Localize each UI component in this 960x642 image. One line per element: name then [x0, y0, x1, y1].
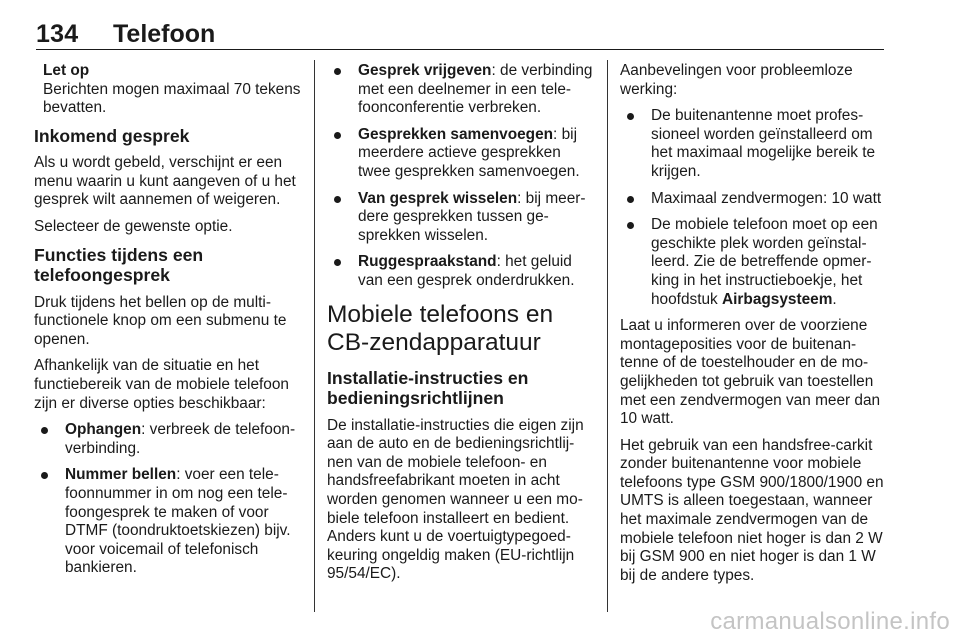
bullet-icon — [334, 68, 341, 75]
list-item — [34, 421, 302, 458]
column-1 — [34, 62, 302, 586]
option-list — [34, 421, 302, 578]
column-2 — [327, 62, 593, 592]
note-box — [34, 62, 302, 118]
option-text: : de verbinding met een deelnemer in een telefoonconferentie verbreken. — [358, 62, 593, 117]
option-list — [327, 62, 593, 291]
column-divider — [607, 60, 608, 612]
option-term: Ophangen — [65, 421, 142, 439]
list-item — [327, 190, 593, 246]
recommendation-list — [620, 107, 886, 309]
bullet-icon — [334, 259, 341, 266]
paragraph: De installatie-instructies die eigen zijn aan de auto en de bedieningsrichtlijnen van de mobiele telefoon- en handsfreefabrikant moeten in acht worden genomen wanneer u een mobiele telefoon installeert en bedient. Anders kunt u de voertuigtypegoedkeuring ongeldig maken (EU-richtlijn 95/54/EC). — [327, 416, 584, 583]
list-item-text: Maximaal zendvermogen: 10 watt — [651, 189, 882, 207]
option-text: : bij meerdere actieve gesprekken twee gesprekken samenvoegen. — [358, 125, 580, 180]
option-text: : het geluid van een gesprek onderdrukken. — [358, 253, 575, 289]
option-text: : voer een telefoonnummer in om nog een telefoongesprek te maken of voor DTMF (toondruktoetskiezen) bijv. voor voicemail of telefonisch bankieren. — [65, 466, 291, 577]
list-item — [327, 253, 593, 290]
option-term: Gesprekken samenvoegen — [358, 125, 554, 143]
list-item — [327, 126, 593, 182]
list-item — [620, 190, 886, 209]
heading-call-functions: Functies tijdens een telefoongesprek — [34, 244, 204, 286]
bullet-icon — [334, 196, 341, 203]
option-term: Gesprek vrijgeven — [358, 62, 492, 79]
option-term: Nummer bellen — [65, 466, 177, 484]
heading-incoming-call: Inkomend gesprek — [34, 125, 190, 146]
list-item-text: De buitenantenne moet professioneel worden geïnstalleerd om het maximaal mogelijke bereik te krijgen. — [651, 107, 876, 180]
column-divider — [314, 60, 315, 612]
option-term: Ruggespraakstand — [358, 253, 497, 271]
heading-installation: Installatie-instructies en bedieningsrichtlijnen — [327, 367, 529, 409]
bullet-icon — [41, 427, 48, 434]
list-item — [34, 466, 302, 578]
list-item-text: . — [832, 290, 837, 308]
paragraph: Druk tijdens het bellen op de multifunctionele knop om een submenu te openen. — [34, 293, 287, 348]
option-text: : verbreek de telefoonverbinding. — [65, 421, 296, 457]
bullet-icon — [627, 113, 634, 120]
bullet-icon — [627, 222, 634, 229]
paragraph: Afhankelijk van de situatie en het functiebereik van de mobiele telefoon zijn er diverse opties beschikbaar: — [34, 357, 289, 412]
note-text: Berichten mogen maximaal 70 tekens bevatten. — [43, 80, 301, 117]
paragraph: Aanbevelingen voor probleemloze werking: — [620, 62, 853, 98]
paragraph: Laat u informeren over de voorziene montageposities voor de buitenantenne of de toestelhouder en de mogelijkheden tot gebruik van toestellen met een zendvermogen van meer dan 10 watt. — [620, 317, 881, 428]
note-title: Let op — [43, 62, 90, 79]
bullet-icon — [627, 196, 634, 203]
watermark: carmanualsonline.info — [710, 608, 950, 635]
paragraph: Selecteer de gewenste optie. — [34, 218, 233, 236]
paragraph: Als u wordt gebeld, verschijnt er een menu waarin u kunt aangeven of u het gesprek wilt aannemen of weigeren. — [34, 154, 296, 209]
list-item — [620, 107, 886, 181]
list-item — [327, 62, 593, 118]
option-term: Van gesprek wisselen — [358, 189, 518, 207]
cross-reference: Airbagsysteem — [722, 290, 833, 308]
bullet-icon — [41, 472, 48, 479]
list-item-text: De mobiele telefoon moet op een geschikte plek worden geïnstalleerd. Zie de betreffende opmerking in het instructieboekje, het hoofdstuk — [651, 216, 878, 308]
bullet-icon — [334, 132, 341, 139]
section-heading-mobile-phones: Mobiele telefoons en CB-zendapparatuur — [327, 300, 554, 356]
page-header — [36, 14, 884, 50]
column-3 — [620, 62, 886, 593]
option-text: : bij meerdere gesprekken tussen gesprekken wisselen. — [358, 189, 586, 244]
page-number: 134 — [36, 20, 79, 48]
chapter-title: Telefoon — [113, 20, 216, 48]
paragraph: Het gebruik van een handsfree-carkit zonder buitenantenne voor mobiele telefoons type GSM 900/1800/1900 en UMTS is alleen toegestaan, wanneer het maximale zendvermogen van de mobiele telefoon niet hoger is dan 2 W bij GSM 900 en niet hoger is dan 1 W bij de andere types. — [620, 436, 884, 584]
list-item — [620, 216, 886, 309]
